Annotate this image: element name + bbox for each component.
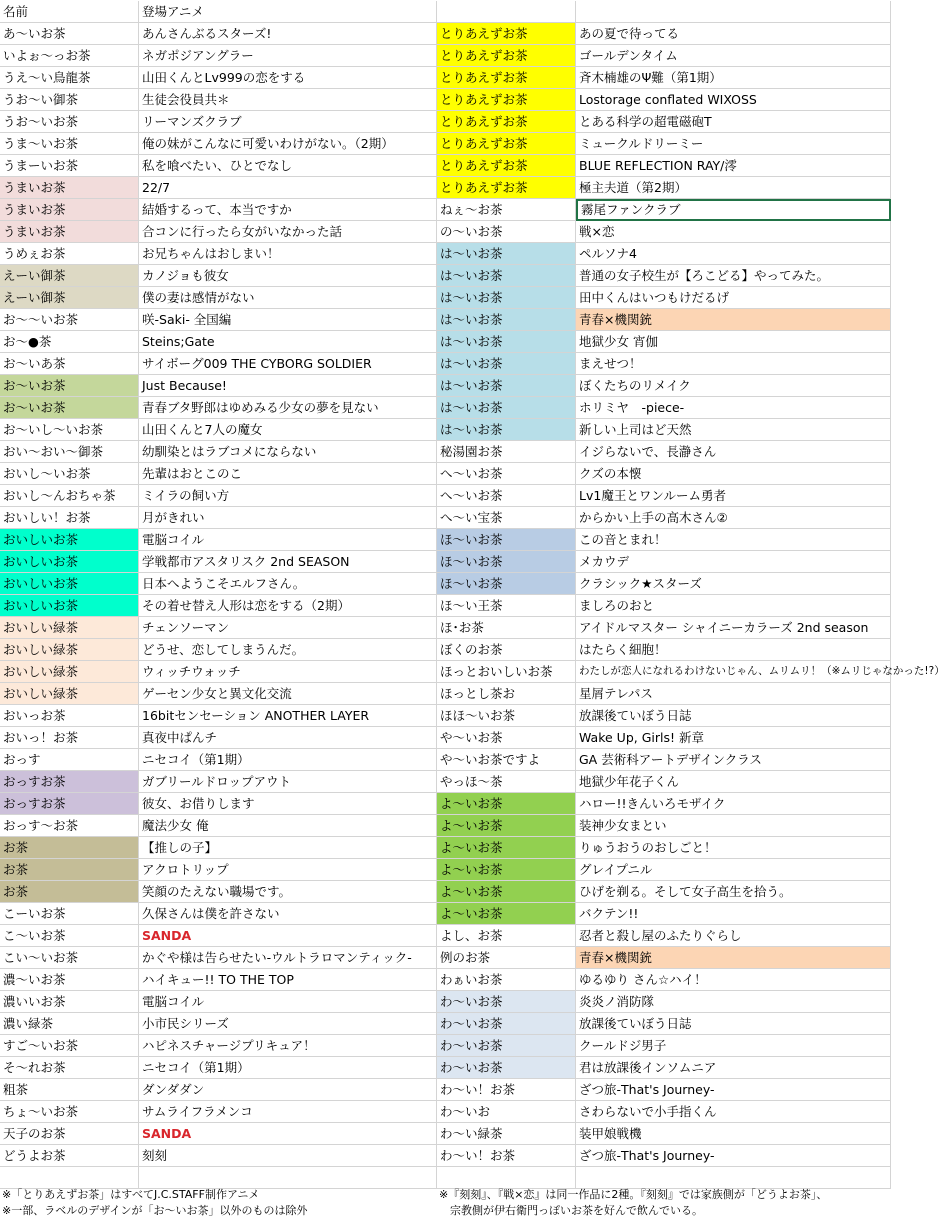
tea-name-cell[interactable]: うお～いお茶 xyxy=(0,111,139,133)
anime-title-cell[interactable]: 先輩はおとこのこ xyxy=(139,463,437,485)
footnote: ※一部、ラベルのデザインが「お～いお茶」以外のものは除外 xyxy=(2,1204,308,1217)
tea-name-cell[interactable]: は～いお茶 xyxy=(437,265,576,287)
tea-name-cell[interactable]: おいっ！お茶 xyxy=(0,727,139,749)
anime-title-cell[interactable] xyxy=(576,1167,891,1189)
tea-name-cell[interactable]: は～いお茶 xyxy=(437,331,576,353)
anime-title-cell[interactable]: サイボーグ009 THE CYBORG SOLDIER xyxy=(139,353,437,375)
tea-name-cell[interactable]: わ～い！お茶 xyxy=(437,1145,576,1167)
tea-name-cell[interactable]: わ～いお茶 xyxy=(437,1057,576,1079)
tea-name-cell[interactable]: 例のお茶 xyxy=(437,947,576,969)
tea-name-cell[interactable]: ほっとおいしいお茶 xyxy=(437,661,576,683)
anime-title-cell[interactable]: SANDA xyxy=(139,925,437,947)
anime-title-cell[interactable]: Just Because! xyxy=(139,375,437,397)
tea-name-cell[interactable]: おいしい緑茶 xyxy=(0,661,139,683)
anime-title-cell[interactable]: Steins;Gate xyxy=(139,331,437,353)
header-cell-name-right[interactable] xyxy=(437,1,576,23)
anime-title-cell[interactable]: かぐや様は告らせたい-ウルトラロマンティック- xyxy=(139,947,437,969)
tea-name-cell[interactable]: わ～いお茶 xyxy=(437,1035,576,1057)
anime-title-cell[interactable]: ホリミヤ -piece- xyxy=(576,397,891,419)
anime-title-cell[interactable]: からかい上手の高木さん② xyxy=(576,507,891,529)
anime-title-cell[interactable]: とある科学の超電磁砲T xyxy=(576,111,891,133)
tea-name-cell[interactable]: ほ～いお茶 xyxy=(437,529,576,551)
tea-name-cell[interactable]: よ～いお茶 xyxy=(437,881,576,903)
anime-title-cell[interactable]: BLUE REFLECTION RAY/澪 xyxy=(576,155,891,177)
tea-name-cell[interactable]: こ～いお茶 xyxy=(0,925,139,947)
anime-title-cell[interactable]: 君は放課後インソムニア xyxy=(576,1057,891,1079)
tea-name-cell[interactable]: とりあえずお茶 xyxy=(437,67,576,89)
anime-title-cell[interactable]: 笑顔のたえない職場です。 xyxy=(139,881,437,903)
tea-name-cell[interactable]: は～いお茶 xyxy=(437,309,576,331)
tea-name-cell[interactable]: おいしいお茶 xyxy=(0,573,139,595)
tea-name-cell[interactable]: わ～いお xyxy=(437,1101,576,1123)
tea-name-cell[interactable]: おいしい緑茶 xyxy=(0,683,139,705)
anime-title-cell[interactable]: ざつ旅-That's Journey- xyxy=(576,1145,891,1167)
anime-title-cell[interactable]: この音とまれ！ xyxy=(576,529,891,551)
tea-name-cell[interactable]: の～いお茶 xyxy=(437,221,576,243)
tea-name-cell[interactable]: へ～い宝茶 xyxy=(437,507,576,529)
anime-title-cell[interactable]: どうせ、恋してしまうんだ。 xyxy=(139,639,437,661)
tea-name-cell[interactable]: ほほ～いお茶 xyxy=(437,705,576,727)
anime-title-cell[interactable]: 咲-Saki- 全国編 xyxy=(139,309,437,331)
anime-title-cell[interactable]: 電脳コイル xyxy=(139,529,437,551)
anime-title-cell[interactable]: グレイプニル xyxy=(576,859,891,881)
tea-name-cell[interactable]: は～いお茶 xyxy=(437,419,576,441)
tea-name-cell[interactable]: えーい御茶 xyxy=(0,265,139,287)
anime-title-cell[interactable]: ミュークルドリーミー xyxy=(576,133,891,155)
anime-title-cell[interactable]: ゴールデンタイム xyxy=(576,45,891,67)
anime-title-cell[interactable]: 山田くんと7人の魔女 xyxy=(139,419,437,441)
tea-name-cell[interactable]: とりあえずお茶 xyxy=(437,23,576,45)
footnote: ※『刻刻』、『戦×恋』は同一作品に2種。『刻刻』では家族側が「どうよお茶」、 xyxy=(439,1188,828,1201)
anime-title-cell[interactable]: 炎炎ノ消防隊 xyxy=(576,991,891,1013)
header-cell-anime-right[interactable] xyxy=(576,1,891,23)
tea-name-cell[interactable]: よ～いお茶 xyxy=(437,837,576,859)
anime-title-cell[interactable]: 【推しの子】 xyxy=(139,837,437,859)
footnote: 宗教側が伊右衛門っぽいお茶を好んで飲んでいる。 xyxy=(439,1204,703,1217)
anime-title-cell[interactable]: ガブリールドロップアウト xyxy=(139,771,437,793)
tea-name-cell[interactable]: 濃いいお茶 xyxy=(0,991,139,1013)
anime-title-cell[interactable]: ミイラの飼い方 xyxy=(139,485,437,507)
tea-name-cell[interactable]: こい～いお茶 xyxy=(0,947,139,969)
tea-name-cell[interactable]: おい～おい～御茶 xyxy=(0,441,139,463)
anime-title-cell[interactable]: 霧尾ファンクラブ xyxy=(576,199,891,221)
tea-name-cell[interactable]: 濃～いお茶 xyxy=(0,969,139,991)
anime-title-cell[interactable]: カノジョも彼女 xyxy=(139,265,437,287)
anime-title-cell[interactable]: ウィッチウォッチ xyxy=(139,661,437,683)
tea-name-cell[interactable]: よし、お茶 xyxy=(437,925,576,947)
anime-title-cell[interactable]: 地獄少女 宵伽 xyxy=(576,331,891,353)
anime-title-cell[interactable]: 22/7 xyxy=(139,177,437,199)
tea-name-cell[interactable]: お～～いお茶 xyxy=(0,309,139,331)
anime-title-cell[interactable]: リーマンズクラブ xyxy=(139,111,437,133)
tea-name-cell[interactable]: おいし～いお茶 xyxy=(0,463,139,485)
tea-name-cell[interactable]: やっほ～茶 xyxy=(437,771,576,793)
tea-name-cell[interactable]: おいしいお茶 xyxy=(0,529,139,551)
tea-name-cell[interactable]: わ～いお茶 xyxy=(437,1013,576,1035)
anime-title-cell[interactable]: GA 芸術科アートデザインクラス xyxy=(576,749,891,771)
anime-title-cell[interactable]: 青春ブタ野郎はゆめみる少女の夢を見ない xyxy=(139,397,437,419)
tea-name-cell[interactable]: ねぇ～お茶 xyxy=(437,199,576,221)
anime-title-cell[interactable]: クールドジ男子 xyxy=(576,1035,891,1057)
anime-title-cell[interactable]: あの夏で待ってる xyxy=(576,23,891,45)
tea-name-cell[interactable]: おっす～お茶 xyxy=(0,815,139,837)
anime-title-cell[interactable]: 僕の妻は感情がない xyxy=(139,287,437,309)
anime-title-cell[interactable]: チェンソーマン xyxy=(139,617,437,639)
anime-title-cell[interactable]: Lostorage conflated WIXOSS xyxy=(576,89,891,111)
tea-name-cell[interactable]: お～いお茶 xyxy=(0,397,139,419)
tea-name-cell[interactable]: とりあえずお茶 xyxy=(437,111,576,133)
tea-name-cell[interactable]: ほっとし茶お xyxy=(437,683,576,705)
anime-title-cell[interactable]: 普通の女子校生が【ろこどる】やってみた。 xyxy=(576,265,891,287)
tea-name-cell[interactable] xyxy=(0,1167,139,1189)
tea-name-cell[interactable]: ほ～い王茶 xyxy=(437,595,576,617)
anime-title-cell[interactable]: 合コンに行ったら女がいなかった話 xyxy=(139,221,437,243)
tea-name-cell[interactable]: ほ･お茶 xyxy=(437,617,576,639)
anime-title-cell[interactable]: ダンダダン xyxy=(139,1079,437,1101)
tea-name-cell[interactable]: うお～い御茶 xyxy=(0,89,139,111)
tea-name-cell[interactable]: 秘湯園お茶 xyxy=(437,441,576,463)
tea-name-cell[interactable]: わ～い緑茶 xyxy=(437,1123,576,1145)
tea-name-cell[interactable]: ほ～いお茶 xyxy=(437,551,576,573)
tea-name-cell[interactable]: うまいお茶 xyxy=(0,177,139,199)
tea-name-cell[interactable]: うまいお茶 xyxy=(0,199,139,221)
tea-name-cell[interactable]: わ～い！お茶 xyxy=(437,1079,576,1101)
tea-name-cell[interactable]: とりあえずお茶 xyxy=(437,45,576,67)
anime-title-cell[interactable]: 結婚するって、本当ですか xyxy=(139,199,437,221)
tea-name-cell[interactable] xyxy=(437,1167,576,1189)
tea-name-cell[interactable]: すご～いお茶 xyxy=(0,1035,139,1057)
tea-name-cell[interactable]: お茶 xyxy=(0,881,139,903)
tea-name-cell[interactable]: わ～いお茶 xyxy=(437,991,576,1013)
anime-title-cell[interactable]: イジらないで、長瀞さん xyxy=(576,441,891,463)
anime-title-cell[interactable]: 星屑テレパス xyxy=(576,683,891,705)
tea-name-cell[interactable]: は～いお茶 xyxy=(437,353,576,375)
anime-title-cell[interactable]: 月がきれい xyxy=(139,507,437,529)
anime-title-cell[interactable]: 地獄少年花子くん xyxy=(576,771,891,793)
tea-name-cell[interactable]: お～いお茶 xyxy=(0,375,139,397)
tea-name-cell[interactable]: ほ～いお茶 xyxy=(437,573,576,595)
tea-name-cell[interactable]: おいしいお茶 xyxy=(0,595,139,617)
tea-name-cell[interactable]: うめぇお茶 xyxy=(0,243,139,265)
anime-title-cell[interactable]: 電脳コイル xyxy=(139,991,437,1013)
anime-title-cell[interactable]: アクロトリップ xyxy=(139,859,437,881)
tea-name-cell[interactable]: や～いお茶 xyxy=(437,727,576,749)
tea-name-cell[interactable]: へ～いお茶 xyxy=(437,485,576,507)
anime-title-cell[interactable]: 刻刻 xyxy=(139,1145,437,1167)
tea-name-cell[interactable]: 粗茶 xyxy=(0,1079,139,1101)
anime-title-cell[interactable]: ハロー!!きんいろモザイク xyxy=(576,793,891,815)
header-cell-anime[interactable]: 登場アニメ xyxy=(139,1,437,23)
tea-name-cell[interactable]: うえ～い鳥龍茶 xyxy=(0,67,139,89)
anime-title-cell[interactable]: ペルソナ4 xyxy=(576,243,891,265)
anime-title-cell[interactable]: 真夜中ぱんチ xyxy=(139,727,437,749)
anime-title-cell[interactable]: バクテン!! xyxy=(576,903,891,925)
anime-title-cell[interactable]: サムライフラメンコ xyxy=(139,1101,437,1123)
tea-name-cell[interactable]: うま～いお茶 xyxy=(0,133,139,155)
anime-title-cell[interactable]: 私を喰べたい、ひとでなし xyxy=(139,155,437,177)
anime-title-cell[interactable]: 新しい上司はど天然 xyxy=(576,419,891,441)
anime-title-cell[interactable]: ハピネスチャージプリキュア！ xyxy=(139,1035,437,1057)
anime-title-cell[interactable]: 装甲娘戦機 xyxy=(576,1123,891,1145)
anime-title-cell[interactable]: クラシック★スターズ xyxy=(576,573,891,595)
tea-name-cell[interactable]: あ～いお茶 xyxy=(0,23,139,45)
tea-name-cell[interactable]: いよぉ～っお茶 xyxy=(0,45,139,67)
anime-title-cell[interactable]: わたしが恋人になれるわけないじゃん、ムリムリ！（※ムリじゃなかった!?） xyxy=(576,661,891,683)
tea-name-cell[interactable]: こーいお茶 xyxy=(0,903,139,925)
tea-name-cell[interactable]: お～●茶 xyxy=(0,331,139,353)
tea-name-cell[interactable]: えーい御茶 xyxy=(0,287,139,309)
tea-name-cell[interactable]: よ～いお茶 xyxy=(437,793,576,815)
tea-name-cell[interactable]: おいっお茶 xyxy=(0,705,139,727)
tea-name-cell[interactable]: お茶 xyxy=(0,859,139,881)
tea-name-cell[interactable]: へ～いお茶 xyxy=(437,463,576,485)
anime-title-cell[interactable]: 魔法少女 俺 xyxy=(139,815,437,837)
anime-title-cell[interactable]: 装神少女まとい xyxy=(576,815,891,837)
tea-name-cell[interactable]: ちょ～いお茶 xyxy=(0,1101,139,1123)
tea-name-cell[interactable]: おいしいお茶 xyxy=(0,551,139,573)
anime-title-cell[interactable]: ニセコイ（第1期） xyxy=(139,749,437,771)
tea-name-cell[interactable]: とりあえずお茶 xyxy=(437,89,576,111)
tea-name-cell[interactable]: よ～いお茶 xyxy=(437,859,576,881)
tea-name-cell[interactable]: 濃い緑茶 xyxy=(0,1013,139,1035)
anime-title-cell[interactable]: ネガポジアングラー xyxy=(139,45,437,67)
anime-title-cell[interactable]: 生徒会役員共＊ xyxy=(139,89,437,111)
anime-title-cell[interactable]: 幼馴染とはラブコメにならない xyxy=(139,441,437,463)
anime-title-cell[interactable]: 学戦都市アスタリスク 2nd SEASON xyxy=(139,551,437,573)
anime-title-cell[interactable]: メカウデ xyxy=(576,551,891,573)
tea-name-cell[interactable]: よ～いお茶 xyxy=(437,903,576,925)
anime-title-cell[interactable]: アイドルマスター シャイニーカラーズ 2nd season xyxy=(576,617,891,639)
tea-name-cell[interactable]: お～いあ茶 xyxy=(0,353,139,375)
anime-title-cell[interactable]: ニセコイ（第1期） xyxy=(139,1057,437,1079)
anime-title-cell[interactable]: 久保さんは僕を許さない xyxy=(139,903,437,925)
tea-name-cell[interactable]: は～いお茶 xyxy=(437,243,576,265)
tea-name-cell[interactable]: おっす xyxy=(0,749,139,771)
tea-name-cell[interactable]: は～いお茶 xyxy=(437,287,576,309)
anime-title-cell[interactable]: 俺の妹がこんなに可愛いわけがない。（2期） xyxy=(139,133,437,155)
anime-title-cell[interactable]: その着せ替え人形は恋をする（2期） xyxy=(139,595,437,617)
tea-name-cell[interactable]: おっすお茶 xyxy=(0,771,139,793)
anime-title-cell[interactable]: お兄ちゃんはおしまい！ xyxy=(139,243,437,265)
anime-title-cell[interactable]: 日本へようこそエルフさん。 xyxy=(139,573,437,595)
tea-name-cell[interactable]: や～いお茶ですよ xyxy=(437,749,576,771)
tea-name-cell[interactable]: そ～れお茶 xyxy=(0,1057,139,1079)
anime-title-cell[interactable]: 戦×恋 xyxy=(576,221,891,243)
anime-title-cell[interactable]: Lv1魔王とワンルーム勇者 xyxy=(576,485,891,507)
tea-name-cell[interactable]: うまいお茶 xyxy=(0,221,139,243)
tea-name-cell[interactable]: お茶 xyxy=(0,837,139,859)
anime-title-cell[interactable]: 放課後ていぼう日誌 xyxy=(576,1013,891,1035)
anime-title-cell[interactable]: はたらく細胞！ xyxy=(576,639,891,661)
tea-name-cell[interactable]: とりあえずお茶 xyxy=(437,155,576,177)
anime-title-cell[interactable]: 斉木楠雄のΨ難（第1期） xyxy=(576,67,891,89)
tea-name-cell[interactable]: よ～いお茶 xyxy=(437,815,576,837)
anime-title-cell[interactable]: ゲーセン少女と異文化交流 xyxy=(139,683,437,705)
tea-name-cell[interactable]: おいし～んおちゃ茶 xyxy=(0,485,139,507)
tea-name-cell[interactable]: お～いし～いお茶 xyxy=(0,419,139,441)
tea-name-cell[interactable]: とりあえずお茶 xyxy=(437,177,576,199)
anime-title-cell[interactable]: 青春×機関銃 xyxy=(576,309,891,331)
anime-title-cell[interactable]: あんさんぶるスターズ! xyxy=(139,23,437,45)
tea-name-cell[interactable]: わぁいお茶 xyxy=(437,969,576,991)
anime-title-cell[interactable]: ざつ旅-That's Journey- xyxy=(576,1079,891,1101)
anime-title-cell[interactable] xyxy=(139,1167,437,1189)
anime-title-cell[interactable]: Wake Up, Girls! 新章 xyxy=(576,727,891,749)
anime-title-cell[interactable]: まえせつ！ xyxy=(576,353,891,375)
anime-title-cell[interactable]: 小市民シリーズ xyxy=(139,1013,437,1035)
tea-name-cell[interactable]: は～いお茶 xyxy=(437,375,576,397)
anime-title-cell[interactable]: 放課後ていぼう日誌 xyxy=(576,705,891,727)
anime-title-cell[interactable]: クズの本懐 xyxy=(576,463,891,485)
tea-name-cell[interactable]: どうよお茶 xyxy=(0,1145,139,1167)
tea-name-cell[interactable]: うまーいお茶 xyxy=(0,155,139,177)
tea-name-cell[interactable]: は～いお茶 xyxy=(437,397,576,419)
tea-name-cell[interactable]: おいしい緑茶 xyxy=(0,639,139,661)
anime-title-cell[interactable]: ゆるゆり さん☆ハイ！ xyxy=(576,969,891,991)
anime-title-cell[interactable]: 16bitセンセーション ANOTHER LAYER xyxy=(139,705,437,727)
anime-title-cell[interactable]: 田中くんはいつもけだるげ xyxy=(576,287,891,309)
anime-title-cell[interactable]: ハイキュー!! TO THE TOP xyxy=(139,969,437,991)
anime-title-cell[interactable]: SANDA xyxy=(139,1123,437,1145)
anime-title-cell[interactable]: 青春×機関銃 xyxy=(576,947,891,969)
tea-name-cell[interactable]: おいしい！お茶 xyxy=(0,507,139,529)
tea-name-cell[interactable]: 天子のお茶 xyxy=(0,1123,139,1145)
header-cell-name[interactable]: 名前 xyxy=(0,1,139,23)
anime-title-cell[interactable]: 極主夫道（第2期） xyxy=(576,177,891,199)
tea-name-cell[interactable]: おっすお茶 xyxy=(0,793,139,815)
anime-title-cell[interactable]: りゅうおうのおしごと！ xyxy=(576,837,891,859)
footnote: ※「とりあえずお茶」はすべてJ.C.STAFF制作アニメ xyxy=(2,1188,260,1201)
anime-title-cell[interactable]: 彼女、お借りします xyxy=(139,793,437,815)
tea-name-cell[interactable]: とりあえずお茶 xyxy=(437,133,576,155)
anime-title-cell[interactable]: ひげを剃る。そして女子高生を拾う。 xyxy=(576,881,891,903)
anime-title-cell[interactable]: 山田くんとLv999の恋をする xyxy=(139,67,437,89)
anime-title-cell[interactable]: さわらないで小手指くん xyxy=(576,1101,891,1123)
anime-title-cell[interactable]: ましろのおと xyxy=(576,595,891,617)
tea-name-cell[interactable]: おいしい緑茶 xyxy=(0,617,139,639)
anime-title-cell[interactable]: ぼくたちのリメイク xyxy=(576,375,891,397)
tea-name-cell[interactable]: ぼくのお茶 xyxy=(437,639,576,661)
anime-title-cell[interactable]: 忍者と殺し屋のふたりぐらし xyxy=(576,925,891,947)
